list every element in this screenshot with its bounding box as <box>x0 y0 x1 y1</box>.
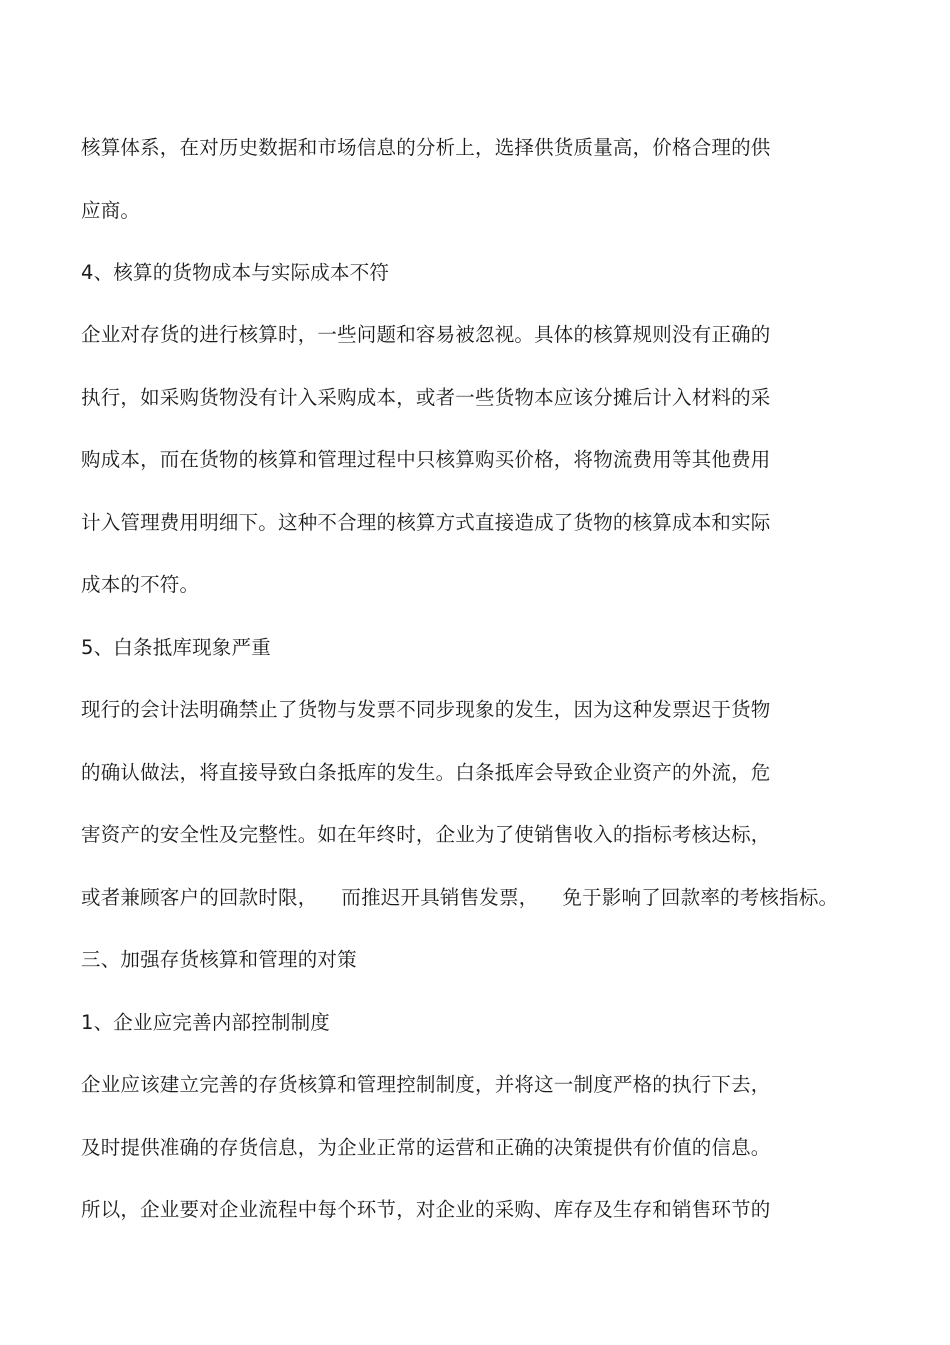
text-line-4: 企业对存货的进行核算时，一些问题和容易被忽视。具体的核算规则没有正确的 <box>81 323 771 346</box>
text-line-6: 购成本，而在货物的核算和管理过程中只核算购买价格，将物流费用等其他费用 <box>81 448 771 471</box>
text-line-5: 执行，如采购货物没有计入采购成本，或者一些货物本应该分摊后计入材料的采 <box>81 386 771 409</box>
text-line-8: 成本的不符。 <box>81 573 200 596</box>
text-line-18: 所以，企业要对企业流程中每个环节，对企业的采购、库存及生存和销售环节的 <box>81 1198 771 1221</box>
text-line-16: 企业应该建立完善的存货核算和管理控制制度，并将这一制度严格的执行下去， <box>81 1073 771 1096</box>
text-line-1: 核算体系，在对历史数据和市场信息的分析上，选择供货质量高，价格合理的供 <box>81 136 771 159</box>
text-line-2: 应商。 <box>81 199 141 222</box>
text-line-13 <box>81 886 838 910</box>
text-segment-c: 免于影响了回款率的考核指标。 <box>562 886 839 909</box>
text-line-10: 现行的会计法明确禁止了货物与发票不同步现象的发生，因为这种发票迟于货物 <box>81 698 771 721</box>
text-segment-b: 而推迟开具销售发票， <box>341 886 539 909</box>
heading-1: 1、企业应完善内部控制制度 <box>81 1011 331 1034</box>
text-line-7: 计入管理费用明细下。这种不合理的核算方式直接造成了货物的核算成本和实际 <box>81 511 771 534</box>
section-heading-3: 三、加强存货核算和管理的对策 <box>81 948 357 971</box>
text-segment-a: 或者兼顾客户的回款时限， <box>81 886 318 909</box>
heading-4: 4、核算的货物成本与实际成本不符 <box>81 261 390 284</box>
text-line-12: 害资产的安全性及完整性。如在年终时，企业为了使销售收入的指标考核达标， <box>81 823 771 846</box>
text-line-11: 的确认做法，将直接导致白条抵库的发生。白条抵库会导致企业资产的外流，危 <box>81 761 771 784</box>
heading-5: 5、白条抵库现象严重 <box>81 636 271 659</box>
text-line-17: 及时提供准确的存货信息，为企业正常的运营和正确的决策提供有价值的信息。 <box>81 1136 771 1159</box>
